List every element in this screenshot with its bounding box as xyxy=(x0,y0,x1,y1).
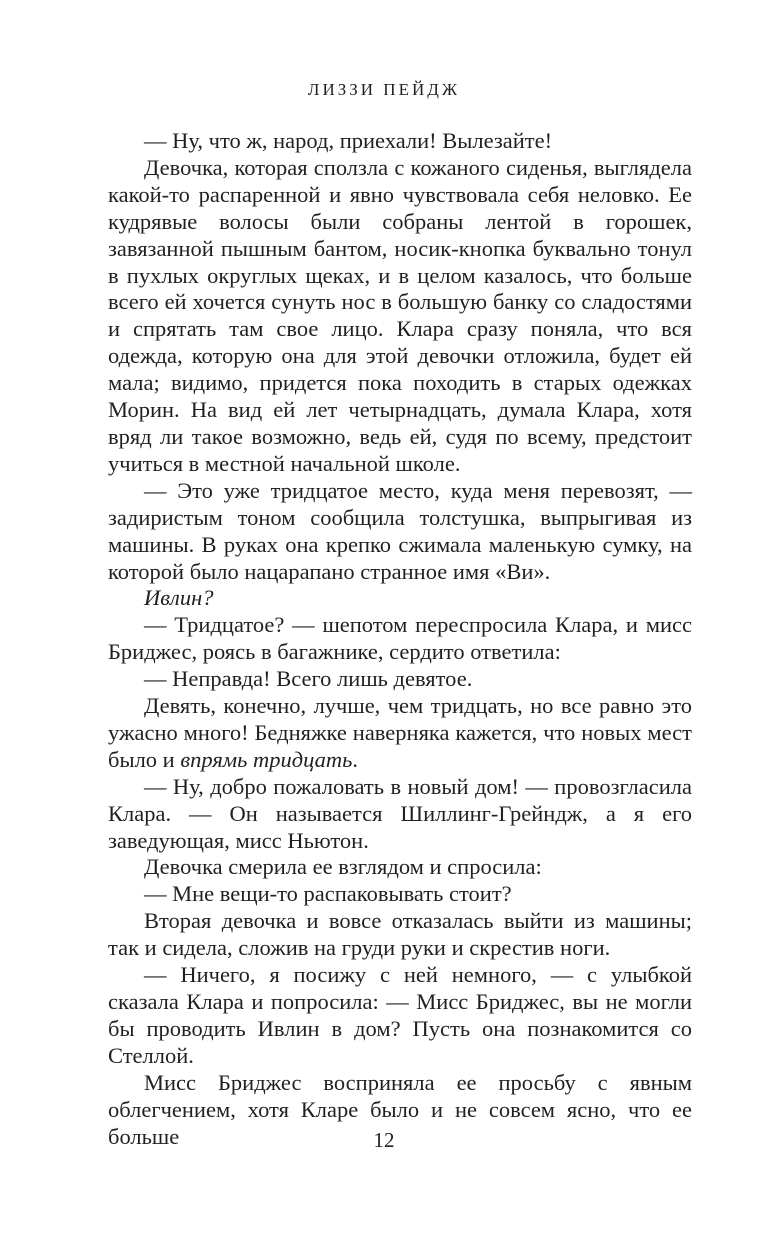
paragraph: — Ну, что ж, народ, приехали! Вылезайте! xyxy=(144,128,553,153)
paragraph: Девочка смерила ее взглядом и спросила: xyxy=(144,854,542,880)
running-header: ЛИЗЗИ ПЕЙДЖ xyxy=(307,80,461,99)
paragraph: Девочка, которая сползла с кожаного сиденья, выглядела какой-то распаренной и явно чувствовала себя неловко. Ее кудрявые волосы были собраны лентой в горошек, завязанной пышным бантом, носик-кнопка буквально тонул в пухлых округлых щеках, и в целом казалось, что больше всего ей хочется сунуть нос в большую банку со сладостями и спрятать там свое лицо. Клара сразу поняла, что вся одежда, которую она для этой девочки отложила, будет ей мала; видимо, придется пока походить в старых одежках Морин. На вид ей лет четырнадцать, думала Клара, хотя вряд ли такое возможно, ведь ей, судя по всему, предстоит учиться в местной начальной школе. xyxy=(108,154,692,476)
paragraph: — Неправда! Всего лишь девятое. xyxy=(144,666,473,692)
body-text xyxy=(108,128,692,1150)
italic-text: впрямь тридцать xyxy=(180,746,353,772)
page-number: 12 xyxy=(373,1128,395,1152)
paragraph: — Мне вещи-то распаковывать стоит? xyxy=(144,881,512,907)
paragraph: — Это уже тридцатое место, куда меня перевозят, — задиристым тоном сообщила толстушка, выпрыгивая из машины. В руках она крепко сжимала маленькую сумку, на которой было нацарапано странное имя «Ви». xyxy=(108,477,692,584)
text-run: . xyxy=(352,746,359,772)
paragraph: Вторая девочка и вовсе отказалась выйти из машины; так и сидела, сложив на груди руки и скрестив ноги. xyxy=(108,908,692,961)
paragraph: — Ну, добро пожаловать в новый дом! — провозгласила Клара. — Он называется Шиллинг-Грейндж, а я его заведующая, мисс Ньютон. xyxy=(108,773,692,853)
italic-text: Ивлин? xyxy=(144,585,214,611)
paragraph: — Ничего, я посижу с ней немного, — с улыбкой сказала Клара и попросила: — Мисс Бриджес, вы не могли бы проводить Ивлин в дом? Пусть она познакомится со Стеллой. xyxy=(108,962,692,1068)
paragraph xyxy=(108,585,692,612)
text-run: Девять, конечно, лучше, чем тридцать, но все равно это ужасно много! Бедняжке наверняка кажется, что новых мест было и xyxy=(108,693,692,772)
paragraph: Мисс Бриджес восприняла ее просьбу с явным облегчением, хотя Кларе было и не совсем ясно, что ее больше xyxy=(108,1069,692,1149)
paragraph xyxy=(108,693,692,774)
paragraph: — Тридцатое? — шепотом переспросила Клара, и мисс Бриджес, роясь в багажнике, сердито ответила: xyxy=(108,612,692,665)
